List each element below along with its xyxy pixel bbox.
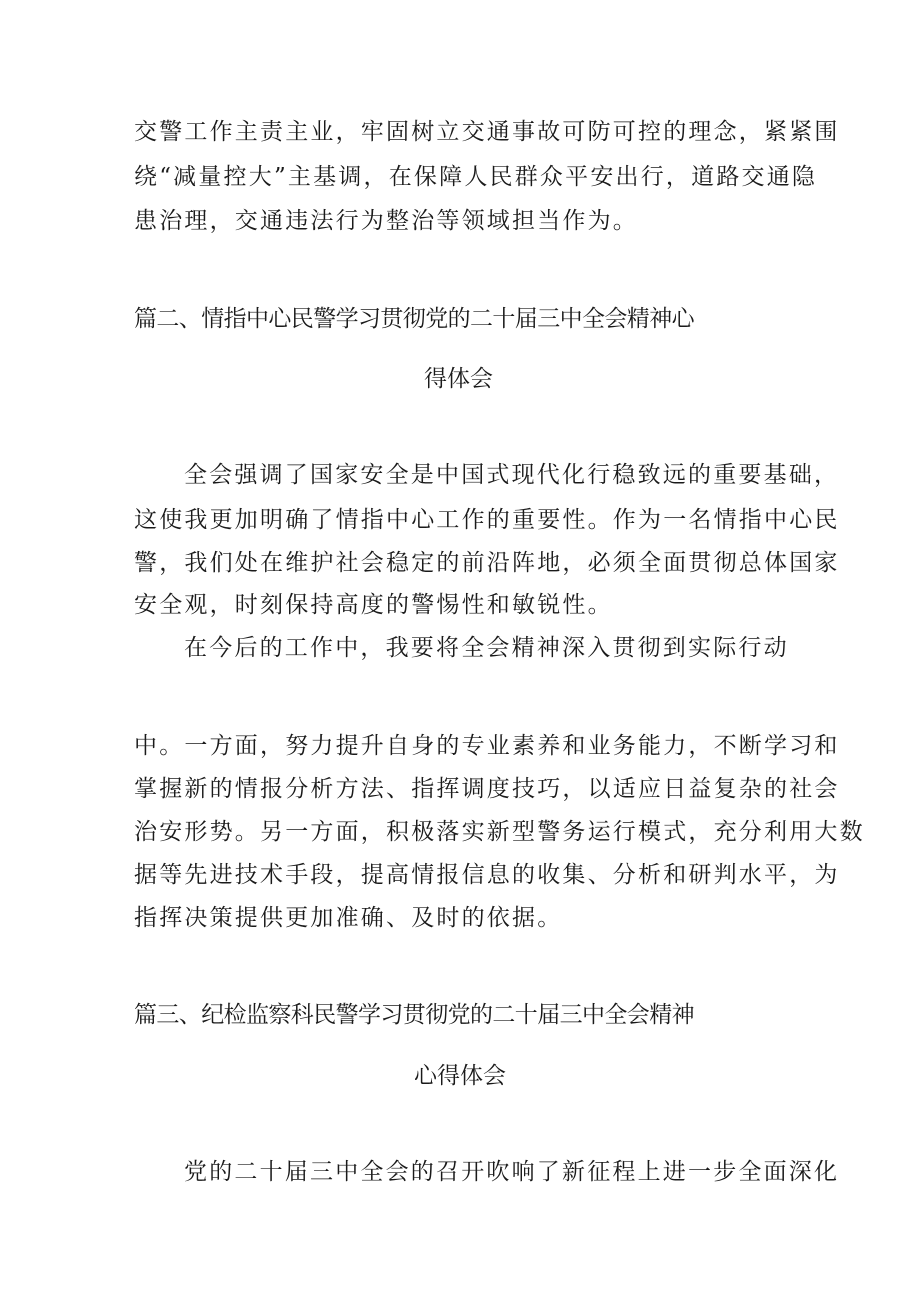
section-heading-continuation: 心得体会 bbox=[414, 1063, 506, 1089]
body-text-line: 绕“减量控大”主基调，在保障人民群众平安出行，道路交通隐 bbox=[134, 164, 818, 190]
body-text-line: 交警工作主责主业，牢固树立交通事故可防可控的理念，紧紧围 bbox=[134, 119, 840, 145]
section-heading: 篇三、纪检监察科民警学习贯彻党的二十届三中全会精神 bbox=[134, 1002, 695, 1028]
body-text-line: 警，我们处在维护社会稳定的前沿阵地，必须全面贯彻总体国家 bbox=[134, 550, 840, 576]
body-text-line: 患治理，交通违法行为整治等领域担当作为。 bbox=[134, 208, 638, 234]
body-text-line: 掌握新的情报分析方法、指挥调度技巧，以适应日益复杂的社会 bbox=[134, 776, 840, 802]
body-text-line: 在今后的工作中，我要将全会精神深入贯彻到实际行动 bbox=[184, 635, 789, 661]
section-heading: 篇二、情指中心民警学习贯彻党的二十届三中全会精神心 bbox=[134, 306, 695, 332]
body-text-line: 治安形势。另一方面，积极落实新型警务运行模式，充分利用大数 bbox=[134, 819, 865, 845]
body-text-line: 这使我更加明确了情指中心工作的重要性。作为一名情指中心民 bbox=[134, 507, 840, 533]
body-text-line: 全会强调了国家安全是中国式现代化行稳致远的重要基础， bbox=[184, 462, 840, 488]
body-text-line: 党的二十届三中全会的召开吹响了新征程上进一步全面深化 bbox=[184, 1159, 840, 1185]
body-text-line: 中。一方面，努力提升自身的专业素养和业务能力，不断学习和 bbox=[134, 733, 840, 759]
body-text-line: 安全观，时刻保持高度的警惕性和敏锐性。 bbox=[134, 592, 613, 618]
body-text-line: 据等先进技术手段，提高情报信息的收集、分析和研判水平，为 bbox=[134, 862, 840, 888]
body-text-line: 指挥决策提供更加准确、及时的依据。 bbox=[134, 905, 563, 931]
section-heading-continuation: 得体会 bbox=[424, 366, 493, 392]
